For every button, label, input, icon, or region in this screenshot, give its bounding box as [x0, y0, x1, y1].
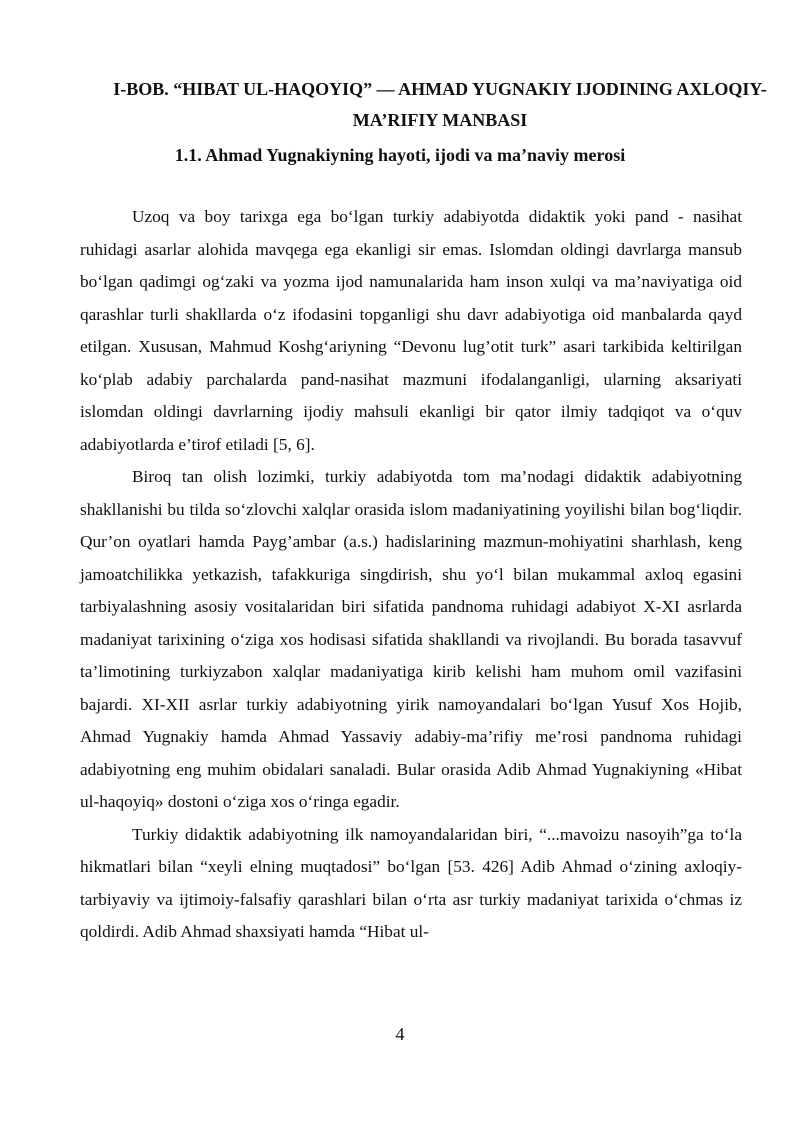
- paragraph-2: Biroq tan olish lozimki, turkiy adabiyotda tom ma’nodagi didaktik adabiyotning shakllanishi bu tilda so‘zlovchi xalqlar orasida islom madaniyatining yoyilishi bilan bog‘liqdir. Qur’on oyatlari hamda Payg’ambar (a.s.) hadislarining mazmun-mohiyatini sharhlash, keng jamoatchilikka yetkazish, tafakkuriga singdirish, shu yo‘l bilan mukammal axloq egasini tarbiyalashning asosiy vositalaridan biri sifatida pandnoma ruhidagi adabiyot X-XI asrlarda madaniyat tarixining o‘ziga xos hodisasi sifatida shakllandi va rivojlandi. Bu borada tasavvuf ta’limotining turkiyzabon xalqlar madaniyatiga kirib kelishi ham muhom omil vazifasini bajardi. XI-XII asrlar turkiy adabiyotning yirik namoyandalari bo‘lgan Yusuf Xos Hojib, Ahmad Yugnakiy hamda Ahmad Yassaviy adabiy-ma’rifiy me’rosi pandnoma ruhidagi adabiyotning eng muhim obidalari sanaladi. Bular orasida Adib Ahmad Yugnakiyning «Hibat ul-haqoyiq» dostoni o‘ziga xos o‘ringa egadir.: [80, 467, 742, 811]
- page-number: 4: [395, 1024, 405, 1044]
- paragraph-3: Turkiy didaktik adabiyotning ilk namoyandalaridan biri, “...mavoizu nasoyih”ga to‘la hikmatlari bilan “xeyli elning muqtadosi” bo‘lgan [53. 426] Adib Ahmad o‘zining axloqiy-tarbiyaviy va ijtimoiy-falsafiy qarashlari bilan o‘rta asr turkiy madaniyat tarixida o‘chmas iz qoldirdi. Adib Ahmad shaxsiyati hamda “Hibat ul-: [80, 824, 742, 941]
- section-title: 1.1. Ahmad Yugnakiyning hayoti, ijodi va ma’naviy merosi: [174, 145, 626, 165]
- paragraph-1: Uzoq va boy tarixga ega bo‘lgan turkiy adabiyotda didaktik yoki pand - nasihat ruhidagi asarlar alohida mavqega ega ekanligi sir emas. Islomdan oldingi davrlarga mansub bo‘lgan qadimgi og‘zaki va yozma ijod namunalarida ham inson xulqi va ma’naviyatiga oid qarashlar turli shakllarda o‘z ifodasini topganligi shu davr adabiyotiga oid manbalarda qayd etilgan. Xususan, Mahmud Koshg‘ariyning “Devonu lug’otit turk” asari tarkibida keltirilgan ko‘plab adabiy parchalarda pand-nasihat mazmuni ifodalanganligi, ularning aksariyati islomdan oldingi davrlarning ijodiy mahsuli ekanligi bir qator ilmiy tadqiqot va o‘quv adabiyotlarda e’tirof etiladi [5, 6].: [80, 207, 742, 454]
- body-text: [80, 201, 742, 949]
- chapter-title: I-BOB. “HIBAT UL-HAQOYIQ” — AHMAD YUGNAKIY IJODINING AXLOQIY-MA’RIFIY MANBASI: [113, 79, 767, 130]
